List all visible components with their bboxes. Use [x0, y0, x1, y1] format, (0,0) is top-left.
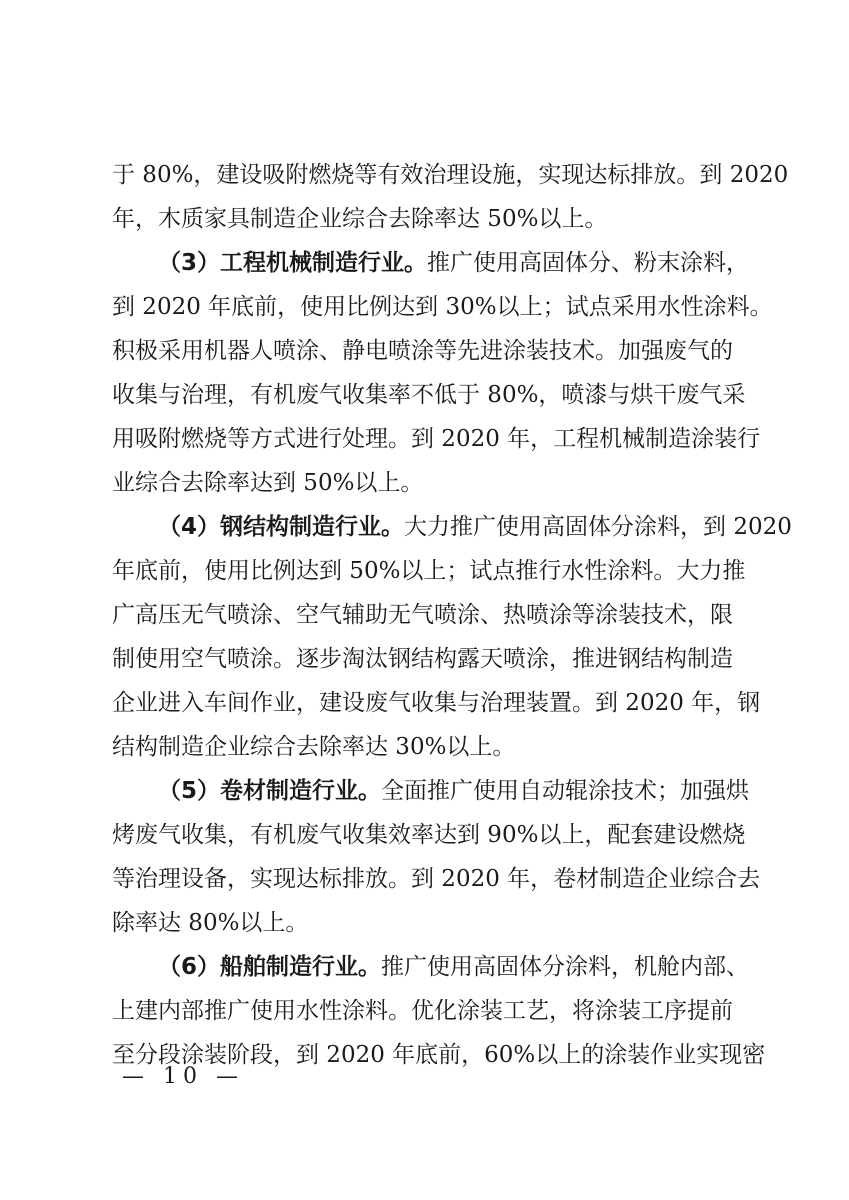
paragraph-first-line	[112, 945, 750, 989]
section-heading: （3）工程机械制造行业。	[158, 250, 428, 276]
document-body	[112, 153, 792, 1077]
section-heading: （5）卷材制造行业。	[158, 778, 382, 804]
body-line: 到 2020 年底前，使用比例达到 30%以上；试点采用水性涂料。	[112, 294, 773, 320]
page-number: — 10 —	[122, 1064, 244, 1089]
body-text: 全面推广使用自动辊涂技术；加强烘	[381, 778, 750, 804]
body-line: 年底前，使用比例达到 50%以上；试点推行水性涂料。大力推	[112, 558, 746, 584]
body-line: 除率达 80%以上。	[112, 910, 309, 936]
paragraph-first-line	[112, 769, 750, 813]
body-line: 结构制造企业综合去除率达 30%以上。	[112, 734, 516, 760]
body-text: 大力推广使用高固体分涂料，到 2020	[404, 514, 792, 540]
body-text: 推广使用高固体分、粉末涂料，	[427, 250, 750, 276]
section-heading: （4）钢结构制造行业。	[158, 514, 405, 540]
body-line: 用吸附燃烧等方式进行处理。到 2020 年，工程机械制造涂装行	[112, 426, 761, 452]
body-line: 收集与治理，有机废气收集率不低于 80%，喷漆与烘干废气采	[112, 382, 746, 408]
body-line: 于 80%，建设吸附燃烧等有效治理设施，实现达标排放。到 2020	[112, 162, 789, 188]
body-line: 制使用空气喷涂。逐步淘汰钢结构露天喷涂，推进钢结构制造	[112, 646, 733, 672]
body-line: 至分段涂装阶段，到 2020 年底前，60%以上的涂装作业实现密	[112, 1042, 766, 1068]
body-line: 广高压无气喷涂、空气辅助无气喷涂、热喷涂等涂装技术，限	[112, 602, 733, 628]
body-line: 年，木质家具制造企业综合去除率达 50%以上。	[112, 206, 608, 232]
body-line: 积极采用机器人喷涂、静电喷涂等先进涂装技术。加强废气的	[112, 338, 733, 364]
paragraph-first-line	[112, 241, 750, 285]
section-heading: （6）船舶制造行业。	[158, 954, 382, 980]
body-line: 等治理设备，实现达标排放。到 2020 年，卷材制造企业综合去	[112, 866, 761, 892]
body-line: 上建内部推广使用水性涂料。优化涂装工艺，将涂装工序提前	[112, 998, 733, 1024]
body-line: 业综合去除率达到 50%以上。	[112, 470, 424, 496]
body-line: 企业进入车间作业，建设废气收集与治理装置。到 2020 年，钢	[112, 690, 761, 716]
body-line: 烤废气收集，有机废气收集效率达到 90%以上，配套建设燃烧	[112, 822, 746, 848]
paragraph-first-line	[112, 505, 792, 549]
body-text: 推广使用高固体分涂料，机舱内部、	[381, 954, 750, 980]
